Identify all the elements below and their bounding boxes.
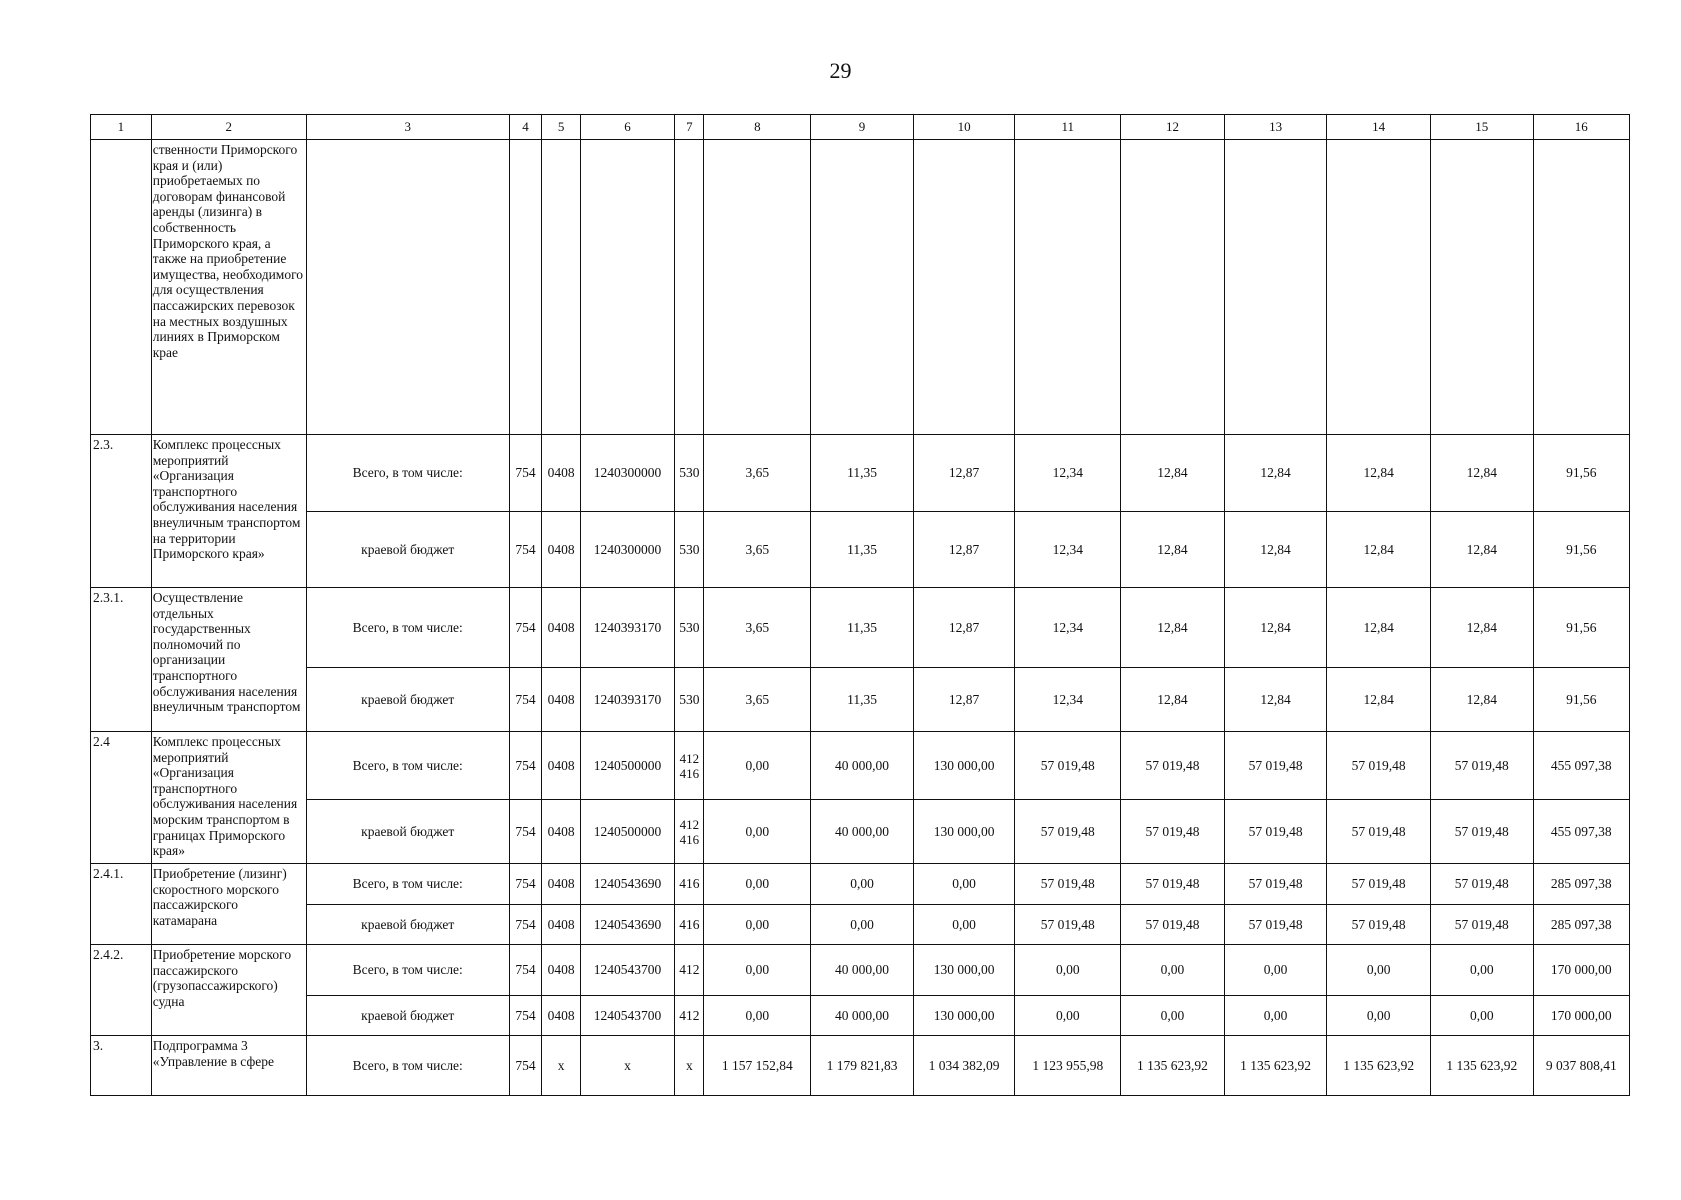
value-cell: 130 000,00 [913, 996, 1015, 1036]
value-cell: 57 019,48 [1015, 905, 1121, 945]
value-cell: 3,65 [704, 588, 811, 668]
measure-name: ственности Приморского края и (или) приобретаемых по договорам финансовой аренды (лизинга) в собственность Приморского края, а также на приобретение имущества, необходимого для осуществления пассажирских перевозок на местных воздушных линиях в Приморском крае [151, 140, 306, 435]
funding-source: Всего, в том числе: [306, 945, 509, 996]
value-cell: 0,00 [1121, 945, 1225, 996]
value-cell: 0,00 [913, 905, 1015, 945]
value-cell: 3,65 [704, 668, 811, 732]
value-cell: 57 019,48 [1327, 732, 1431, 800]
code-cell: 1240393170 [580, 588, 674, 668]
value-cell: 0,00 [913, 864, 1015, 905]
funding-source: краевой бюджет [306, 996, 509, 1036]
code-cell: 530 [675, 512, 704, 588]
code-cell: 754 [509, 800, 541, 864]
code-cell: 1240543700 [580, 945, 674, 996]
code-line: 416 [679, 765, 700, 781]
value-cell: 12,84 [1431, 668, 1534, 732]
code-cell: 0408 [542, 905, 581, 945]
column-header: 5 [542, 115, 581, 140]
column-header: 14 [1327, 115, 1431, 140]
value-cell: 0,00 [1015, 996, 1121, 1036]
budget-table [90, 114, 1630, 1096]
value-cell: 57 019,48 [1224, 864, 1327, 905]
measure-name: Комплекс процессных мероприятий «Организация транспортного обслуживания населения внеуличным транспортом на территории Приморского края» [151, 435, 306, 588]
table-row [91, 588, 1630, 668]
value-cell: 57 019,48 [1224, 800, 1327, 864]
value-cell: 57 019,48 [1431, 864, 1534, 905]
value-cell: 57 019,48 [1224, 732, 1327, 800]
funding-source: Всего, в том числе: [306, 864, 509, 905]
code-line: 412 [679, 816, 700, 832]
column-header: 3 [306, 115, 509, 140]
value-cell: 12,34 [1015, 668, 1121, 732]
value-cell: 0,00 [811, 864, 914, 905]
code-cell: 754 [509, 864, 541, 905]
code-cell: 0408 [542, 732, 581, 800]
value-cell: 57 019,48 [1431, 905, 1534, 945]
value-cell: 0,00 [1121, 996, 1225, 1036]
value-cell: 130 000,00 [913, 732, 1015, 800]
value-cell: 170 000,00 [1533, 945, 1629, 996]
value-cell: 57 019,48 [1431, 732, 1534, 800]
funding-source: краевой бюджет [306, 905, 509, 945]
value-cell: 57 019,48 [1121, 732, 1225, 800]
table-row [91, 435, 1630, 512]
column-header: 1 [91, 115, 152, 140]
value-cell: 12,84 [1224, 668, 1327, 732]
value-cell: 0,00 [704, 945, 811, 996]
value-cell: 0,00 [1327, 996, 1431, 1036]
column-header: 13 [1224, 115, 1327, 140]
table-row [91, 1036, 1630, 1096]
value-cell: 57 019,48 [1121, 864, 1225, 905]
value-cell: 170 000,00 [1533, 996, 1629, 1036]
code-cell: 754 [509, 588, 541, 668]
value-cell: 0,00 [1224, 996, 1327, 1036]
value-cell: 12,84 [1224, 588, 1327, 668]
value-cell: 40 000,00 [811, 800, 914, 864]
row-number: 2.4 [91, 732, 152, 864]
code-cell: 0408 [542, 668, 581, 732]
table-row [91, 864, 1630, 905]
code-cell: 1240300000 [580, 512, 674, 588]
value-cell: 91,56 [1533, 512, 1629, 588]
funding-source: Всего, в том числе: [306, 1036, 509, 1096]
code-cell: 412 [675, 996, 704, 1036]
table-row [91, 800, 1630, 864]
value-cell: 12,84 [1431, 435, 1534, 512]
column-header: 4 [509, 115, 541, 140]
value-cell: 12,34 [1015, 435, 1121, 512]
value-cell: 1 179 821,83 [811, 1036, 914, 1096]
funding-source: Всего, в том числе: [306, 588, 509, 668]
value-cell: 1 135 623,92 [1431, 1036, 1534, 1096]
value-cell: 285 097,38 [1533, 905, 1629, 945]
code-cell: 754 [509, 1036, 541, 1096]
code-cell: 754 [509, 732, 541, 800]
code-cell: 530 [675, 588, 704, 668]
value-cell: 12,84 [1121, 435, 1225, 512]
column-header: 2 [151, 115, 306, 140]
value-cell: 130 000,00 [913, 945, 1015, 996]
value-cell: 3,65 [704, 435, 811, 512]
value-cell: 0,00 [704, 864, 811, 905]
value-cell: 0,00 [1431, 945, 1534, 996]
funding-source: краевой бюджет [306, 800, 509, 864]
code-cell: 754 [509, 512, 541, 588]
funding-source: краевой бюджет [306, 512, 509, 588]
column-header: 10 [913, 115, 1015, 140]
code-cell [675, 732, 704, 800]
table-row [91, 905, 1630, 945]
value-cell: 12,87 [913, 668, 1015, 732]
code-cell [675, 800, 704, 864]
code-cell: 416 [675, 864, 704, 905]
column-header: 9 [811, 115, 914, 140]
value-cell: 57 019,48 [1121, 800, 1225, 864]
value-cell: 12,84 [1121, 588, 1225, 668]
code-cell: 1240393170 [580, 668, 674, 732]
code-cell: x [542, 1036, 581, 1096]
value-cell: 40 000,00 [811, 996, 914, 1036]
column-header: 16 [1533, 115, 1629, 140]
code-cell: 754 [509, 996, 541, 1036]
code-cell: 1240300000 [580, 435, 674, 512]
value-cell: 0,00 [1327, 945, 1431, 996]
row-number: 2.4.1. [91, 864, 152, 945]
value-cell: 57 019,48 [1015, 864, 1121, 905]
code-cell: 0408 [542, 512, 581, 588]
code-cell: 412 [675, 945, 704, 996]
value-cell: 0,00 [704, 800, 811, 864]
row-number: 3. [91, 1036, 152, 1096]
value-cell: 1 123 955,98 [1015, 1036, 1121, 1096]
code-cell: 1240543690 [580, 905, 674, 945]
value-cell: 57 019,48 [1015, 732, 1121, 800]
value-cell: 57 019,48 [1224, 905, 1327, 945]
value-cell: 285 097,38 [1533, 864, 1629, 905]
value-cell: 11,35 [811, 588, 914, 668]
value-cell: 1 135 623,92 [1224, 1036, 1327, 1096]
measure-name: Приобретение (лизинг) скоростного морского пассажирского катамарана [151, 864, 306, 945]
value-cell: 12,84 [1327, 668, 1431, 732]
table-row [91, 945, 1630, 996]
code-cell: 0408 [542, 588, 581, 668]
code-cell: 754 [509, 905, 541, 945]
value-cell: 40 000,00 [811, 732, 914, 800]
code-cell: 0408 [542, 996, 581, 1036]
page-number: 29 [829, 58, 852, 83]
code-cell: 0408 [542, 435, 581, 512]
value-cell: 57 019,48 [1327, 905, 1431, 945]
code-line: 416 [679, 831, 700, 847]
value-cell: 11,35 [811, 668, 914, 732]
column-header: 8 [704, 115, 811, 140]
column-header: 7 [675, 115, 704, 140]
table-row [91, 732, 1630, 800]
value-cell: 0,00 [704, 996, 811, 1036]
value-cell: 57 019,48 [1121, 905, 1225, 945]
code-cell: 754 [509, 668, 541, 732]
value-cell: 130 000,00 [913, 800, 1015, 864]
value-cell: 12,84 [1121, 512, 1225, 588]
value-cell: 12,84 [1121, 668, 1225, 732]
column-header: 15 [1431, 115, 1534, 140]
value-cell: 0,00 [704, 732, 811, 800]
funding-source: Всего, в том числе: [306, 435, 509, 512]
table-row [91, 668, 1630, 732]
value-cell: 3,65 [704, 512, 811, 588]
value-cell: 12,84 [1224, 435, 1327, 512]
value-cell: 57 019,48 [1327, 800, 1431, 864]
value-cell: 455 097,38 [1533, 800, 1629, 864]
measure-name: Приобретение морского пассажирского (грузопассажирского) судна [151, 945, 306, 1036]
value-cell: 9 037 808,41 [1533, 1036, 1629, 1096]
value-cell: 12,84 [1327, 588, 1431, 668]
value-cell: 455 097,38 [1533, 732, 1629, 800]
code-cell: 530 [675, 668, 704, 732]
code-cell: 754 [509, 435, 541, 512]
value-cell: 12,87 [913, 435, 1015, 512]
table-row [91, 140, 1630, 435]
value-cell: 1 135 623,92 [1327, 1036, 1431, 1096]
value-cell: 12,84 [1431, 588, 1534, 668]
value-cell: 12,87 [913, 512, 1015, 588]
column-header-row [91, 115, 1630, 140]
code-cell: 1240543690 [580, 864, 674, 905]
row-number: 2.4.2. [91, 945, 152, 1036]
measure-name: Комплекс процессных мероприятий «Организация транспортного обслуживания населения морским транспортом в границах Приморского края» [151, 732, 306, 864]
code-cell: 416 [675, 905, 704, 945]
column-header: 6 [580, 115, 674, 140]
row-number: 2.3.1. [91, 588, 152, 732]
measure-name: Подпрограмма 3 «Управление в сфере [151, 1036, 306, 1096]
table-row [91, 512, 1630, 588]
value-cell: 57 019,48 [1327, 864, 1431, 905]
funding-source: Всего, в том числе: [306, 732, 509, 800]
code-cell: 0408 [542, 945, 581, 996]
value-cell: 91,56 [1533, 588, 1629, 668]
value-cell: 0,00 [1431, 996, 1534, 1036]
value-cell: 12,84 [1431, 512, 1534, 588]
code-cell: 530 [675, 435, 704, 512]
value-cell: 11,35 [811, 435, 914, 512]
value-cell: 0,00 [1015, 945, 1121, 996]
row-number: 2.3. [91, 435, 152, 588]
code-cell: 1240500000 [580, 732, 674, 800]
value-cell: 12,34 [1015, 512, 1121, 588]
value-cell: 91,56 [1533, 668, 1629, 732]
value-cell: 12,84 [1327, 435, 1431, 512]
value-cell: 91,56 [1533, 435, 1629, 512]
value-cell: 1 034 382,09 [913, 1036, 1015, 1096]
measure-name: Осуществление отдельных государственных полномочий по организации транспортного обслуживания населения внеуличным транспортом [151, 588, 306, 732]
value-cell: 40 000,00 [811, 945, 914, 996]
code-cell: 1240500000 [580, 800, 674, 864]
column-header: 11 [1015, 115, 1121, 140]
code-line: 412 [679, 750, 700, 766]
value-cell: 57 019,48 [1015, 800, 1121, 864]
column-header: 12 [1121, 115, 1225, 140]
value-cell: 12,84 [1327, 512, 1431, 588]
code-cell: 754 [509, 945, 541, 996]
value-cell: 1 135 623,92 [1121, 1036, 1225, 1096]
value-cell: 12,84 [1224, 512, 1327, 588]
code-cell: 1240543700 [580, 996, 674, 1036]
value-cell: 12,34 [1015, 588, 1121, 668]
code-cell: 0408 [542, 864, 581, 905]
code-cell: x [675, 1036, 704, 1096]
value-cell: 57 019,48 [1431, 800, 1534, 864]
table-row [91, 996, 1630, 1036]
value-cell: 11,35 [811, 512, 914, 588]
value-cell: 0,00 [1224, 945, 1327, 996]
code-cell: x [580, 1036, 674, 1096]
value-cell: 0,00 [704, 905, 811, 945]
value-cell: 12,87 [913, 588, 1015, 668]
value-cell: 1 157 152,84 [704, 1036, 811, 1096]
code-cell: 0408 [542, 800, 581, 864]
value-cell: 0,00 [811, 905, 914, 945]
funding-source: краевой бюджет [306, 668, 509, 732]
